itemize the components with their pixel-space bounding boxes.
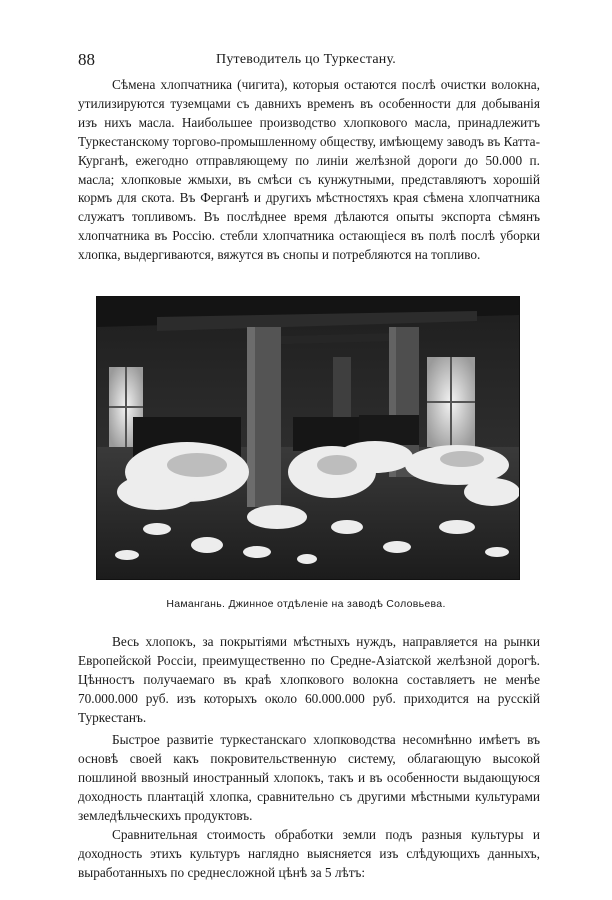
running-header: Путеводитель цо Туркестану. [216,52,396,67]
page-number: 88 [78,50,95,69]
paragraph-cotton-seeds: Сѣмена хлопчатника (чигита), которыя остаются послѣ очистки волокна, утилизируются туземцами съ давнихъ временъ въ особенности для добыванія изъ нихъ масла. Наибольшее производство хлопкового масла, принадлежитъ Туркестанскому торгово-промышленному обществу, имѣющему заводъ въ Катта-Курганѣ, ежегодно отправляющему по линіи желѣзной дороги до 50.000 п. масла; хлопковые жмыхи, въ смѣси съ кунжутными, представляютъ хорошій кормъ для скота. Въ Ферганѣ и другихъ мѣстностяхъ края сѣмена хлопчатника служатъ топливомъ. Въ послѣднее время дѣлаются опыты экспорта сѣмянъ хлопчатника въ Россію. стебли хлопчатника остающіеся въ полѣ послѣ уборки хлопка, выдергиваются, вяжутся въ снопы и потребляются на топливо. [78,77,540,263]
paragraph-cost-comparison: Сравнительная стоимость обработки земли подъ разныя культуры и доходность этихъ культуръ наглядно выясняется изъ слѣдующихъ данныхъ, выработанныхъ по среднеслoжной цѣнѣ за 5 лѣтъ: [78,827,540,880]
ginning-room-photo [96,296,520,580]
paragraph-cotton-growth: Быстрое развитіе туркестанскаго хлопководства несомнѣнно имѣетъ въ основѣ своей какъ покровительственную систему, облагающую высокой пошлиной ввозный иностранный хлопокъ, такъ и въ особенности выдающуюся доходность плантацій хлопка, сравнительно съ другими мѣстными культурами земледѣльческихъ продуктовъ. [78,732,540,823]
photo-caption: Намангань. Джинное отдѣленіе на заводѣ Соловьева. [166,598,446,610]
paragraph-cotton-market: Весь хлопокъ, за покрытіями мѣстныхъ нуждъ, направляется на рынки Европейской Россіи, преимущественно по Средне-Азіатской желѣзной дорогѣ. Цѣнностъ получаемаго въ краѣ хлопкового волокна составляетъ не менѣе 70.000.000 руб. изъ которыхъ около 60.000.000 руб. приходится на русскій Туркестанъ. [78,634,540,725]
